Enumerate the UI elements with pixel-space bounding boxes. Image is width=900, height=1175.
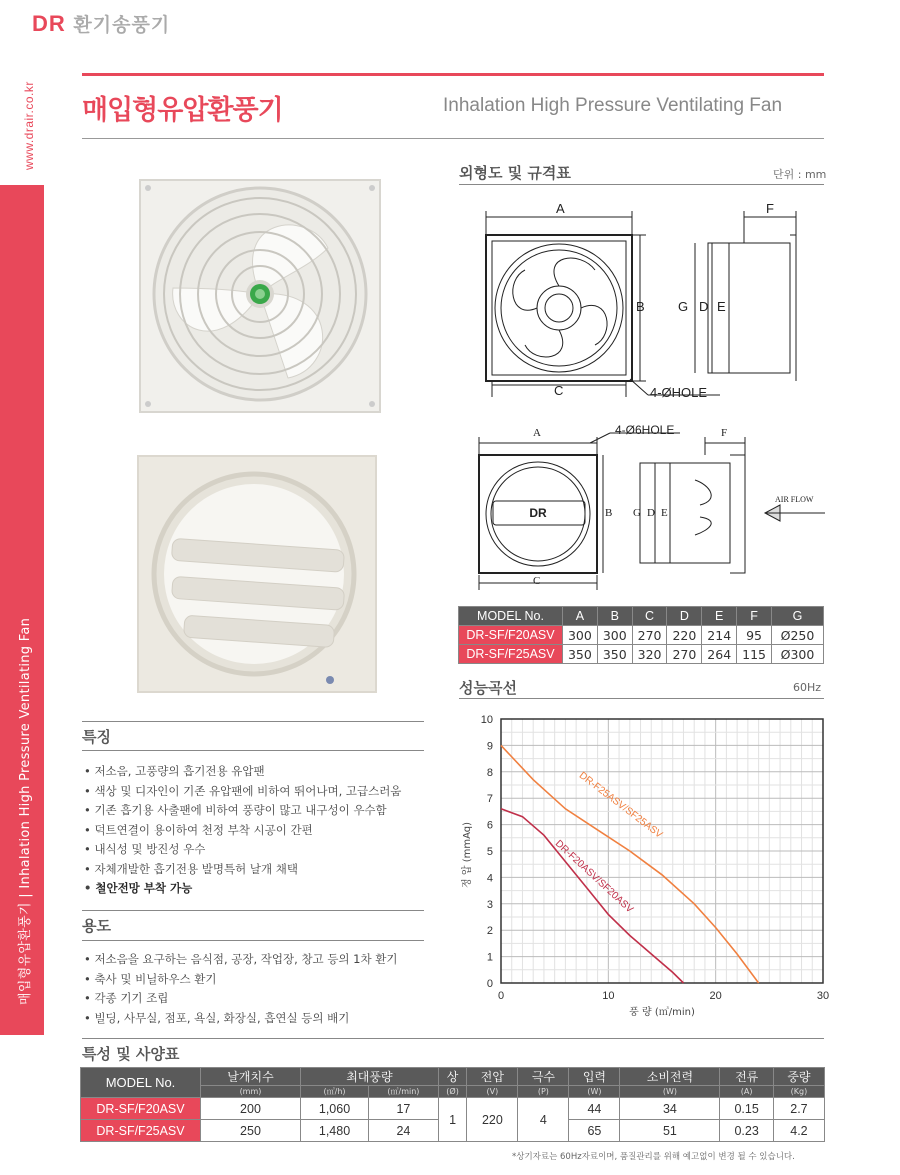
dim-cell: 95 [737,626,772,645]
dim-header-model: MODEL No. [459,607,563,626]
list-item: • 내식성 및 방진성 우수 [84,840,401,860]
spec-header-model: MODEL No. [81,1068,201,1098]
dimensions-table-header [459,607,824,626]
spec-cell: 2.7 [773,1098,824,1120]
y-tick-label: 10 [480,714,493,726]
specs-rule-top [82,1038,824,1039]
series-label: DR-F25ASV/SF25ASV [576,770,665,841]
dim-cell: 350 [597,645,632,664]
drawing-2-label-a: A [533,427,541,439]
spec-cell: 65 [569,1120,620,1142]
unit-flow-h: (㎥/h) [323,1087,346,1096]
spec-cell: 4.2 [773,1120,824,1142]
y-tick-label: 6 [486,819,493,832]
dimensions-rule [459,184,824,185]
title-bottom-rule [82,138,824,139]
dim-cell: 300 [563,626,598,645]
dim-cell: 270 [667,645,702,664]
brand [32,10,170,37]
page-subtitle: Inhalation High Pressure Ventilating Fan [443,95,783,116]
drawing-1-label-g: G [678,299,689,314]
drawing-2-label-e: E [661,507,668,519]
spec-header-weight: 중량 [773,1068,824,1086]
dim-header-e: E [702,607,737,626]
x-tick-label: 20 [709,990,722,1002]
product-photo-louver [136,454,378,694]
dim-cell: 270 [632,626,667,645]
drawing-2 [475,425,830,595]
title-top-rule [82,73,824,76]
drawing-1-label-f: F [766,201,774,216]
spec-cell: 24 [369,1120,439,1142]
specs-table [80,1067,825,1142]
drawing-2-label-hole: 4-Ø6HOLE [615,423,675,437]
spec-header-current: 전류 [720,1068,773,1086]
brand-name: 환기송풍기 [73,14,171,36]
usage-rule-top [82,910,424,911]
spec-header-input: 입력 [569,1068,620,1086]
table-row [459,626,824,645]
y-tick-label: 2 [486,925,493,938]
site-url[interactable]: www.drair.co.kr [22,81,36,170]
dimensions-unit: 단위 : mm [773,168,827,181]
list-item: • 자체개발한 흡기전용 발명특허 날개 채택 [84,860,401,880]
drawing-1-label-hole: 4-ØHOLE [650,385,708,400]
dimensions-heading: 외형도 및 규격표 [459,164,571,182]
y-tick-label: 4 [486,872,493,885]
chart-ylabel: 정 압 (mmAq) [462,822,473,888]
spec-cell: 1,480 [300,1120,368,1142]
dim-header-b: B [597,607,632,626]
drawing-1-label-b: B [636,299,645,314]
list-item: • 덕트연결이 용이하여 천정 부착 시공이 간편 [84,821,401,841]
drawing-1-lines [480,195,820,410]
usage-rule [82,940,424,941]
list-item: • 기존 흡기용 사출팬에 비하여 풍량이 많고 내구성이 우수함 [84,801,401,821]
drawing-2-label-c: C [533,575,541,587]
list-item: • 저소음, 고풍량의 흡기전용 유압팬 [84,762,401,782]
list-item: • 철안전망 부착 가능 [84,879,401,899]
features-rule-top [82,721,424,722]
dim-header-d: D [667,607,702,626]
spec-cell: 1,060 [300,1098,368,1120]
spec-cell-model: DR-SF/F20ASV [81,1098,201,1120]
drawing-2-label-g: G [633,507,641,519]
unit-weight: (Kg) [790,1087,808,1096]
drawing-2-label-b: B [605,507,613,519]
drawing-1-label-a: A [556,201,565,216]
list-item: • 축사 및 비닐하우스 환기 [84,970,398,990]
chart-xlabel: 풍 량 (㎥/min) [629,1007,695,1018]
drawing-1-label-d: D [699,299,709,314]
list-item: • 빌딩, 사무실, 점포, 욕실, 화장실, 흡연실 등의 배기 [84,1009,398,1029]
product-photo-grille [138,178,382,414]
features-list [84,762,401,899]
spec-header-blade: 날개치수 [201,1068,301,1086]
spec-cell-poles: 4 [518,1098,569,1142]
unit-volt: (V) [486,1087,499,1096]
y-tick-label: 1 [486,951,493,964]
spec-cell: 200 [201,1098,301,1120]
spec-cell: 17 [369,1098,439,1120]
spec-cell: 44 [569,1098,620,1120]
y-tick-label: 0 [486,978,493,990]
spec-cell: 34 [620,1098,720,1120]
x-tick-label: 10 [602,990,615,1002]
y-tick-label: 5 [486,846,493,858]
list-item: • 저소음을 요구하는 음식점, 공장, 작업장, 창고 등의 1차 환기 [84,950,398,970]
spec-cell: 0.23 [720,1120,773,1142]
drawing-2-label-airflow: AIR FLOW [775,495,814,504]
brand-logo: DR [32,11,66,36]
y-tick-label: 3 [486,898,493,911]
spec-header-flow: 최대풍량 [300,1068,438,1086]
usage-heading: 용도 [82,917,111,935]
dim-cell: 115 [737,645,772,664]
drawing-2-label-d: D [647,507,655,519]
dim-header-f: F [737,607,772,626]
dim-cell-model: DR-SF/F25ASV [459,645,563,664]
drawing-2-logo: DR [529,506,547,520]
drawing-2-label-f: F [721,427,728,439]
performance-heading: 성능곡선 [459,679,517,697]
dim-cell: 220 [667,626,702,645]
page-title: 매입형유압환풍기 [82,95,283,126]
dim-cell: Ø250 [772,626,824,645]
x-tick-label: 30 [816,990,830,1002]
features-rule [82,750,424,751]
spec-header-pole: 극수 [518,1068,569,1086]
performance-chart [455,705,835,1025]
spec-cell-model: DR-SF/F25ASV [81,1120,201,1142]
y-tick-label: 9 [486,740,493,753]
dim-header-a: A [563,607,598,626]
spec-cell: 51 [620,1120,720,1142]
dim-cell: 320 [632,645,667,664]
spec-header-phase: 상 [438,1068,467,1086]
dim-cell: 264 [702,645,737,664]
spec-cell: 0.15 [720,1098,773,1120]
sidebar-band [0,185,44,1035]
specs-note: *상기자료는 60Hz자료이며, 품질관리를 위해 예고없이 변경 될 수 있습니다. [512,1152,795,1162]
unit-current: (A) [740,1087,753,1096]
dim-header-c: C [632,607,667,626]
specs-heading: 특성 및 사양표 [82,1045,180,1063]
table-row [459,645,824,664]
spec-cell-phase: 1 [438,1098,467,1142]
drawing-1-label-e: E [717,299,726,314]
unit-pole: (P) [537,1087,549,1096]
usage-list [84,950,398,1028]
unit-input: (W) [587,1087,602,1096]
unit-power: (W) [662,1087,678,1096]
spec-header-power: 소비전력 [620,1068,720,1086]
x-tick-label: 0 [497,990,505,1002]
spec-header-volt: 전압 [467,1068,518,1086]
dim-cell: 350 [563,645,598,664]
dim-cell: Ø300 [772,645,824,664]
drawing-1 [480,195,820,410]
dim-cell: 300 [597,626,632,645]
features-heading: 특징 [82,728,111,746]
list-item: • 각종 기기 조립 [84,989,398,1009]
spec-cell-voltage: 220 [467,1098,518,1142]
spec-cell: 250 [201,1120,301,1142]
performance-freq: 60Hz [793,681,822,694]
dim-header-g: G [772,607,824,626]
series-label: DR-F20ASV/SF20ASV [552,838,636,916]
table-row [81,1098,825,1120]
dimensions-table [458,606,824,664]
list-item: • 색상 및 디자인이 기존 유압팬에 비하여 뛰어나며, 고급스러움 [84,782,401,802]
unit-blade: (mm) [239,1087,262,1096]
drawing-1-label-c: C [554,383,564,398]
unit-phase: (Ø) [446,1087,459,1096]
y-tick-label: 7 [486,793,493,806]
unit-flow-min: (㎥/min) [387,1087,420,1096]
y-tick-label: 8 [486,766,493,779]
dim-cell-model: DR-SF/F20ASV [459,626,563,645]
performance-rule [459,698,824,699]
dim-cell: 214 [702,626,737,645]
sidebar-label: 매입형유압환풍기 | Inhalation High Pressure Ventilating Fan [18,617,33,1005]
